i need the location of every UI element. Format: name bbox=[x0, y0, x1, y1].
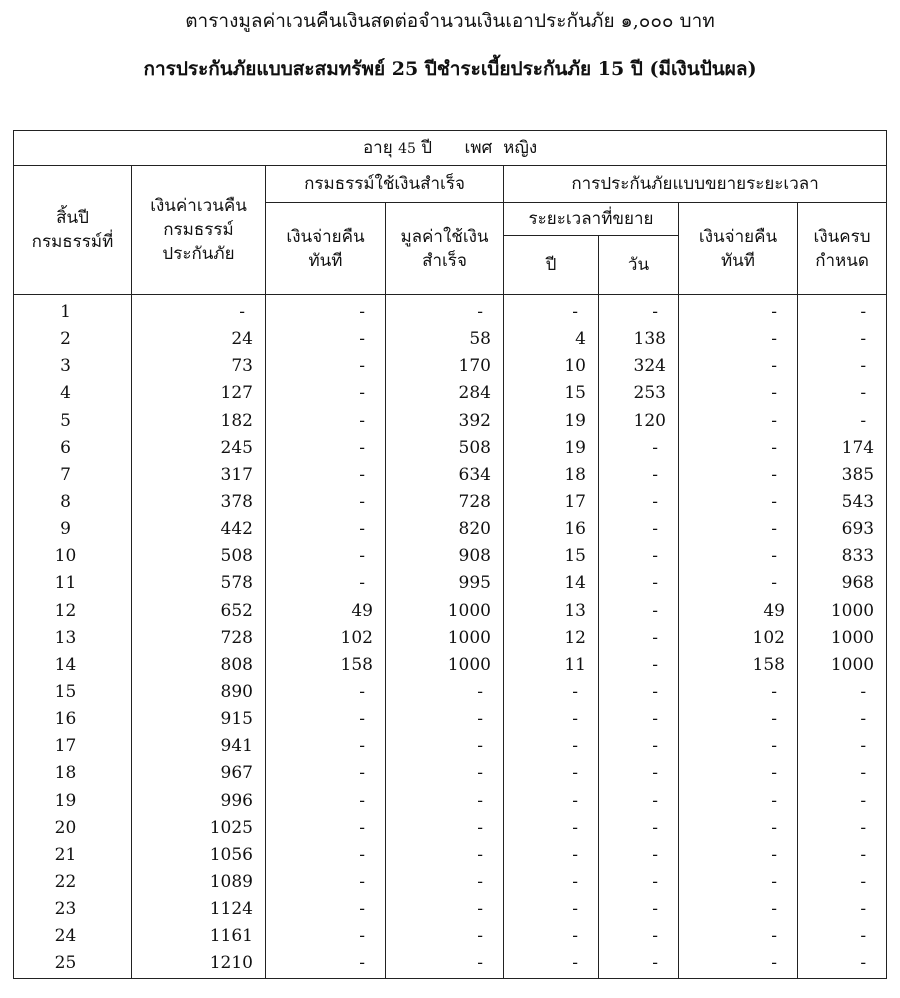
cell-surrender-value: 317 bbox=[132, 462, 266, 489]
col-header-extended-days: วัน bbox=[599, 236, 679, 295]
cell-surrender-value: 578 bbox=[132, 570, 266, 597]
cell-extended-years: 19 bbox=[504, 408, 599, 435]
cell-paid-up-cash: - bbox=[266, 706, 386, 733]
cell-paid-up-cash: - bbox=[266, 733, 386, 760]
cell-paid-up-cash: - bbox=[266, 950, 386, 978]
cell-paid-up-value: - bbox=[386, 923, 504, 950]
cell-extended-cash: - bbox=[679, 842, 798, 869]
cell-extended-years: - bbox=[504, 815, 599, 842]
cell-surrender-value: 1124 bbox=[132, 896, 266, 923]
table-row bbox=[14, 408, 887, 435]
cell-extended-days: 120 bbox=[599, 408, 679, 435]
cell-paid-up-cash: - bbox=[266, 489, 386, 516]
col-header-paid-up-cash bbox=[266, 203, 386, 295]
cell-surrender-value: 182 bbox=[132, 408, 266, 435]
cell-policy-year: 2 bbox=[14, 326, 132, 353]
cell-extended-maturity: 1000 bbox=[798, 652, 887, 679]
cell-extended-days: - bbox=[599, 896, 679, 923]
table-row bbox=[14, 353, 887, 380]
cell-policy-year: 3 bbox=[14, 353, 132, 380]
cell-extended-years: - bbox=[504, 950, 599, 978]
cell-extended-days: - bbox=[599, 570, 679, 597]
cell-extended-days: - bbox=[599, 435, 679, 462]
cell-extended-years: - bbox=[504, 869, 599, 896]
cell-policy-year: 24 bbox=[14, 923, 132, 950]
cell-extended-years: - bbox=[504, 295, 599, 327]
cell-paid-up-value: 908 bbox=[386, 543, 504, 570]
group-header-extended-term: การประกันภัยแบบขยายระยะเวลา bbox=[504, 166, 887, 203]
cell-extended-days: 253 bbox=[599, 380, 679, 407]
cell-policy-year: 25 bbox=[14, 950, 132, 978]
cell-extended-years: - bbox=[504, 788, 599, 815]
cell-paid-up-cash: - bbox=[266, 435, 386, 462]
cell-paid-up-value: - bbox=[386, 842, 504, 869]
cell-paid-up-cash: - bbox=[266, 543, 386, 570]
table-row bbox=[14, 842, 887, 869]
cell-extended-days: - bbox=[599, 625, 679, 652]
cell-extended-maturity: - bbox=[798, 380, 887, 407]
table-row bbox=[14, 570, 887, 597]
cell-paid-up-cash: 158 bbox=[266, 652, 386, 679]
cell-paid-up-cash: - bbox=[266, 923, 386, 950]
cell-paid-up-cash: - bbox=[266, 326, 386, 353]
age-value: 45 bbox=[398, 140, 416, 157]
col-header-extended-maturity bbox=[798, 203, 887, 295]
cell-extended-days: 324 bbox=[599, 353, 679, 380]
cell-extended-cash: - bbox=[679, 706, 798, 733]
cell-extended-days: - bbox=[599, 295, 679, 327]
cell-extended-cash: - bbox=[679, 815, 798, 842]
cell-policy-year: 20 bbox=[14, 815, 132, 842]
cell-extended-years: 19 bbox=[504, 435, 599, 462]
table-row bbox=[14, 435, 887, 462]
cell-extended-maturity: 1000 bbox=[798, 625, 887, 652]
cell-extended-days: - bbox=[599, 788, 679, 815]
table-row bbox=[14, 869, 887, 896]
table-row bbox=[14, 760, 887, 787]
cell-policy-year: 23 bbox=[14, 896, 132, 923]
cell-extended-days: - bbox=[599, 598, 679, 625]
col-header-paid-up-value-line1: มูลค่าใช้เงิน bbox=[400, 226, 489, 247]
cell-paid-up-cash: - bbox=[266, 815, 386, 842]
cell-paid-up-value: 170 bbox=[386, 353, 504, 380]
cell-extended-years: 16 bbox=[504, 516, 599, 543]
table-row bbox=[14, 923, 887, 950]
cell-extended-maturity: 693 bbox=[798, 516, 887, 543]
cell-extended-cash: - bbox=[679, 788, 798, 815]
table-row bbox=[14, 706, 887, 733]
cell-paid-up-cash: - bbox=[266, 295, 386, 327]
cell-extended-days: - bbox=[599, 706, 679, 733]
age-label: อายุ bbox=[362, 137, 393, 158]
table-row bbox=[14, 462, 887, 489]
page-subtitle: การประกันภัยแบบสะสมทรัพย์ 25 ปีชำระเบี้ยประกันภัย 15 ปี (มีเงินปันผล) bbox=[143, 58, 757, 80]
cell-paid-up-value: - bbox=[386, 950, 504, 978]
cell-paid-up-cash: - bbox=[266, 462, 386, 489]
cell-surrender-value: 652 bbox=[132, 598, 266, 625]
cell-policy-year: 22 bbox=[14, 869, 132, 896]
cell-surrender-value: 127 bbox=[132, 380, 266, 407]
cell-extended-days: - bbox=[599, 489, 679, 516]
cell-paid-up-value: - bbox=[386, 733, 504, 760]
cell-extended-cash: - bbox=[679, 570, 798, 597]
cell-paid-up-value: 392 bbox=[386, 408, 504, 435]
col-header-policy-year bbox=[14, 166, 132, 295]
cell-paid-up-value: 820 bbox=[386, 516, 504, 543]
cell-surrender-value: - bbox=[132, 295, 266, 327]
cell-paid-up-cash: - bbox=[266, 788, 386, 815]
col-header-surrender-line1: เงินค่าเวนคืน bbox=[150, 196, 247, 216]
cell-extended-cash: - bbox=[679, 543, 798, 570]
cell-surrender-value: 890 bbox=[132, 679, 266, 706]
cell-extended-maturity: 1000 bbox=[798, 598, 887, 625]
cell-extended-maturity: - bbox=[798, 408, 887, 435]
cell-paid-up-value: - bbox=[386, 815, 504, 842]
cell-policy-year: 10 bbox=[14, 543, 132, 570]
cell-extended-days: - bbox=[599, 815, 679, 842]
cell-extended-cash: - bbox=[679, 896, 798, 923]
cell-policy-year: 4 bbox=[14, 380, 132, 407]
col-header-extended-period: ระยะเวลาที่ขยาย bbox=[504, 203, 679, 236]
cell-extended-years: - bbox=[504, 896, 599, 923]
age-sex-header bbox=[14, 131, 887, 166]
cell-extended-days: - bbox=[599, 869, 679, 896]
table-row bbox=[14, 625, 887, 652]
cell-extended-years: 11 bbox=[504, 652, 599, 679]
cell-extended-years: - bbox=[504, 706, 599, 733]
cell-extended-cash: 102 bbox=[679, 625, 798, 652]
cell-surrender-value: 1056 bbox=[132, 842, 266, 869]
cell-surrender-value: 508 bbox=[132, 543, 266, 570]
cell-surrender-value: 1025 bbox=[132, 815, 266, 842]
cell-extended-years: - bbox=[504, 760, 599, 787]
col-header-surrender-line2: กรมธรรม์ bbox=[163, 220, 234, 240]
cell-surrender-value: 967 bbox=[132, 760, 266, 787]
cell-extended-cash: - bbox=[679, 295, 798, 327]
cell-extended-maturity: - bbox=[798, 950, 887, 978]
cell-extended-maturity: 833 bbox=[798, 543, 887, 570]
cell-extended-maturity: 385 bbox=[798, 462, 887, 489]
cell-extended-cash: - bbox=[679, 950, 798, 978]
cell-extended-days: - bbox=[599, 652, 679, 679]
cell-extended-years: 15 bbox=[504, 380, 599, 407]
cell-extended-cash: - bbox=[679, 326, 798, 353]
cell-surrender-value: 941 bbox=[132, 733, 266, 760]
col-header-paid-up-cash-line2: ทันที bbox=[308, 250, 343, 271]
table-row bbox=[14, 326, 887, 353]
table-row bbox=[14, 489, 887, 516]
cell-extended-maturity: - bbox=[798, 815, 887, 842]
cell-paid-up-cash: - bbox=[266, 869, 386, 896]
table-row bbox=[14, 516, 887, 543]
col-header-paid-up-value-line2: สำเร็จ bbox=[422, 250, 467, 271]
cell-policy-year: 21 bbox=[14, 842, 132, 869]
cell-extended-maturity: - bbox=[798, 706, 887, 733]
table-row bbox=[14, 950, 887, 978]
cell-extended-years: 14 bbox=[504, 570, 599, 597]
cell-surrender-value: 24 bbox=[132, 326, 266, 353]
cell-paid-up-value: 1000 bbox=[386, 625, 504, 652]
cell-extended-maturity: 543 bbox=[798, 489, 887, 516]
cell-policy-year: 12 bbox=[14, 598, 132, 625]
sex-value: หญิง bbox=[503, 137, 538, 158]
cell-paid-up-value: - bbox=[386, 896, 504, 923]
table-row bbox=[14, 788, 887, 815]
surrender-value-table bbox=[13, 130, 887, 979]
cell-extended-maturity: - bbox=[798, 733, 887, 760]
cell-surrender-value: 996 bbox=[132, 788, 266, 815]
cell-extended-cash: - bbox=[679, 516, 798, 543]
cell-surrender-value: 73 bbox=[132, 353, 266, 380]
cell-surrender-value: 245 bbox=[132, 435, 266, 462]
col-header-surrender-value bbox=[132, 166, 266, 295]
cell-surrender-value: 442 bbox=[132, 516, 266, 543]
cell-paid-up-cash: - bbox=[266, 380, 386, 407]
cell-extended-cash: - bbox=[679, 435, 798, 462]
cell-policy-year: 13 bbox=[14, 625, 132, 652]
cell-paid-up-value: 728 bbox=[386, 489, 504, 516]
table-row bbox=[14, 896, 887, 923]
cell-surrender-value: 808 bbox=[132, 652, 266, 679]
cell-paid-up-cash: - bbox=[266, 679, 386, 706]
cell-extended-days: - bbox=[599, 842, 679, 869]
cell-paid-up-value: - bbox=[386, 706, 504, 733]
cell-extended-cash: - bbox=[679, 353, 798, 380]
cell-surrender-value: 1089 bbox=[132, 869, 266, 896]
cell-extended-maturity: - bbox=[798, 326, 887, 353]
cell-paid-up-value: 1000 bbox=[386, 652, 504, 679]
cell-extended-maturity: - bbox=[798, 923, 887, 950]
table-row bbox=[14, 679, 887, 706]
cell-extended-days: - bbox=[599, 923, 679, 950]
cell-paid-up-cash: - bbox=[266, 842, 386, 869]
cell-paid-up-cash: 49 bbox=[266, 598, 386, 625]
cell-policy-year: 5 bbox=[14, 408, 132, 435]
cell-policy-year: 16 bbox=[14, 706, 132, 733]
col-header-extended-cash bbox=[679, 203, 798, 295]
cell-extended-cash: - bbox=[679, 923, 798, 950]
cell-extended-years: 15 bbox=[504, 543, 599, 570]
cell-paid-up-value: 995 bbox=[386, 570, 504, 597]
table-row bbox=[14, 815, 887, 842]
table-row bbox=[14, 380, 887, 407]
cell-policy-year: 15 bbox=[14, 679, 132, 706]
cell-surrender-value: 1161 bbox=[132, 923, 266, 950]
table-row bbox=[14, 295, 887, 327]
col-header-extended-cash-line1: เงินจ่ายคืน bbox=[698, 226, 778, 247]
cell-extended-maturity: - bbox=[798, 842, 887, 869]
cell-paid-up-cash: 102 bbox=[266, 625, 386, 652]
cell-extended-maturity: - bbox=[798, 896, 887, 923]
cell-extended-days: - bbox=[599, 543, 679, 570]
col-header-surrender-line3: ประกันภัย bbox=[162, 244, 235, 264]
cell-surrender-value: 378 bbox=[132, 489, 266, 516]
age-unit: ปี bbox=[421, 137, 433, 158]
col-header-extended-maturity-line1: เงินครบ bbox=[813, 226, 871, 247]
cell-extended-days: - bbox=[599, 462, 679, 489]
cell-paid-up-value: - bbox=[386, 760, 504, 787]
cell-policy-year: 14 bbox=[14, 652, 132, 679]
col-header-extended-cash-line2: ทันที bbox=[720, 250, 756, 271]
col-header-extended-maturity-line2: กำหนด bbox=[815, 250, 869, 271]
cell-paid-up-cash: - bbox=[266, 516, 386, 543]
cell-policy-year: 11 bbox=[14, 570, 132, 597]
cell-extended-years: 13 bbox=[504, 598, 599, 625]
page-title: ตารางมูลค่าเวนคืนเงินสดต่อจำนวนเงินเอาประกันภัย ๑,๐๐๐ บาท bbox=[185, 10, 715, 32]
cell-policy-year: 17 bbox=[14, 733, 132, 760]
cell-extended-years: - bbox=[504, 733, 599, 760]
cell-extended-maturity: - bbox=[798, 353, 887, 380]
cell-paid-up-value: - bbox=[386, 679, 504, 706]
cell-paid-up-value: - bbox=[386, 295, 504, 327]
cell-policy-year: 1 bbox=[14, 295, 132, 327]
cell-extended-cash: 49 bbox=[679, 598, 798, 625]
cell-paid-up-value: - bbox=[386, 788, 504, 815]
cell-paid-up-value: 1000 bbox=[386, 598, 504, 625]
sex-label: เพศ bbox=[464, 137, 493, 158]
cell-extended-years: - bbox=[504, 679, 599, 706]
cell-extended-days: 138 bbox=[599, 326, 679, 353]
table-row bbox=[14, 598, 887, 625]
col-header-policy-year-line2: กรมธรรม์ที่ bbox=[31, 232, 114, 252]
cell-extended-cash: - bbox=[679, 380, 798, 407]
cell-surrender-value: 915 bbox=[132, 706, 266, 733]
cell-extended-cash: 158 bbox=[679, 652, 798, 679]
cell-extended-days: - bbox=[599, 679, 679, 706]
cell-surrender-value: 1210 bbox=[132, 950, 266, 978]
col-header-policy-year-line1: สิ้นปี bbox=[56, 208, 89, 228]
col-header-extended-years: ปี bbox=[504, 236, 599, 295]
cell-extended-years: 10 bbox=[504, 353, 599, 380]
cell-extended-years: 18 bbox=[504, 462, 599, 489]
cell-extended-cash: - bbox=[679, 408, 798, 435]
group-header-paid-up: กรมธรรม์ใช้เงินสำเร็จ bbox=[266, 166, 504, 203]
cell-extended-days: - bbox=[599, 950, 679, 978]
cell-paid-up-value: 284 bbox=[386, 380, 504, 407]
cell-extended-cash: - bbox=[679, 489, 798, 516]
cell-paid-up-value: 508 bbox=[386, 435, 504, 462]
cell-extended-years: 12 bbox=[504, 625, 599, 652]
cell-extended-cash: - bbox=[679, 760, 798, 787]
cell-extended-maturity: 174 bbox=[798, 435, 887, 462]
cell-paid-up-value: - bbox=[386, 869, 504, 896]
table-row bbox=[14, 652, 887, 679]
cell-extended-cash: - bbox=[679, 869, 798, 896]
cell-surrender-value: 728 bbox=[132, 625, 266, 652]
table-body bbox=[14, 295, 887, 979]
cell-paid-up-value: 634 bbox=[386, 462, 504, 489]
cell-extended-days: - bbox=[599, 760, 679, 787]
cell-extended-years: - bbox=[504, 923, 599, 950]
cell-policy-year: 19 bbox=[14, 788, 132, 815]
cell-extended-years: - bbox=[504, 842, 599, 869]
cell-policy-year: 7 bbox=[14, 462, 132, 489]
cell-extended-maturity: - bbox=[798, 788, 887, 815]
cell-extended-maturity: - bbox=[798, 760, 887, 787]
cell-extended-days: - bbox=[599, 516, 679, 543]
cell-policy-year: 6 bbox=[14, 435, 132, 462]
cell-paid-up-cash: - bbox=[266, 570, 386, 597]
cell-paid-up-cash: - bbox=[266, 408, 386, 435]
cell-extended-maturity: - bbox=[798, 679, 887, 706]
cell-extended-years: 4 bbox=[504, 326, 599, 353]
cell-paid-up-cash: - bbox=[266, 896, 386, 923]
table-row bbox=[14, 733, 887, 760]
cell-extended-maturity: - bbox=[798, 869, 887, 896]
cell-extended-years: 17 bbox=[504, 489, 599, 516]
cell-extended-cash: - bbox=[679, 462, 798, 489]
cell-paid-up-value: 58 bbox=[386, 326, 504, 353]
col-header-paid-up-value bbox=[386, 203, 504, 295]
cell-extended-maturity: - bbox=[798, 295, 887, 327]
cell-extended-cash: - bbox=[679, 679, 798, 706]
cell-policy-year: 18 bbox=[14, 760, 132, 787]
cell-paid-up-cash: - bbox=[266, 353, 386, 380]
cell-policy-year: 8 bbox=[14, 489, 132, 516]
cell-extended-maturity: 968 bbox=[798, 570, 887, 597]
cell-extended-cash: - bbox=[679, 733, 798, 760]
cell-paid-up-cash: - bbox=[266, 760, 386, 787]
cell-extended-days: - bbox=[599, 733, 679, 760]
cell-policy-year: 9 bbox=[14, 516, 132, 543]
col-header-paid-up-cash-line1: เงินจ่ายคืน bbox=[286, 226, 365, 247]
table-row bbox=[14, 543, 887, 570]
